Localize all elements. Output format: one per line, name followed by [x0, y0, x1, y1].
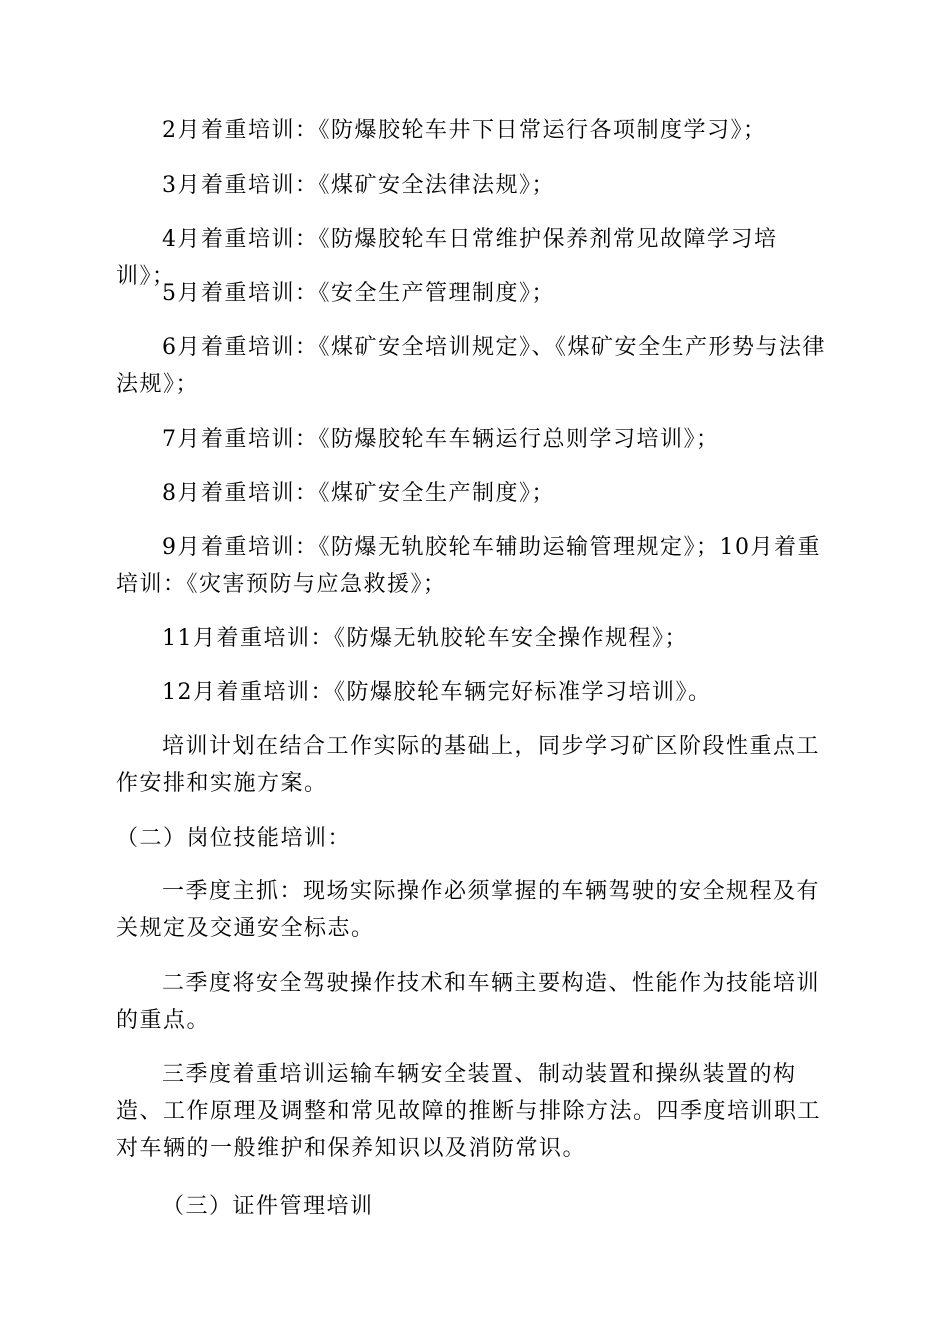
- training-mar: 3月着重培训：《煤矿安全法律法规》；: [162, 173, 555, 198]
- plan-note: 培训计划在结合工作实际的基础上，同步学习矿区阶段性重点工作安排和实施方案。: [116, 734, 821, 796]
- section3-heading: （三）证件管理培训: [162, 1194, 374, 1219]
- section2-q1: 一季度主抓：现场实际操作必须掌握的车辆驾驶的安全规程及有关规定及交通安全标志。: [116, 879, 821, 941]
- training-sep-oct: 9月着重培训：《防爆无轨胶轮车辅助运输管理规定》；10月着重培训：《灾害预防与应急救援》；: [116, 535, 821, 597]
- training-jun: 6月着重培训：《煤矿安全培训规定》、《煤矿安全生产形势与法律法规》；: [116, 335, 826, 397]
- section2-heading: （二）岗位技能培训：: [116, 826, 352, 851]
- section2-q2: 二季度将安全驾驶操作技术和车辆主要构造、性能作为技能培训的重点。: [116, 971, 821, 1033]
- training-may: 5月着重培训：《安全生产管理制度》；: [162, 281, 555, 306]
- training-nov: 11月着重培训：《防爆无轨胶轮车安全操作规程》；: [162, 626, 688, 651]
- training-feb: 2月着重培训：《防爆胶轮车井下日常运行各项制度学习》；: [162, 118, 767, 143]
- training-apr: 4月着重培训：《防爆胶轮车日常维护保养剂常见故障学习培训》；: [116, 227, 778, 289]
- training-jul: 7月着重培训：《防爆胶轮车车辆运行总则学习培训》；: [162, 427, 720, 452]
- training-dec: 12月着重培训：《防爆胶轮车辆完好标准学习培训》。: [162, 680, 712, 705]
- training-aug: 8月着重培训：《煤矿安全生产制度》；: [162, 481, 555, 506]
- section2-q3-q4: 三季度着重培训运输车辆安全装置、制动装置和操纵装置的构造、工作原理及调整和常见故障的推断与排除方法。四季度培训职工对车辆的一般维护和保养知识以及消防常识。: [116, 1062, 822, 1161]
